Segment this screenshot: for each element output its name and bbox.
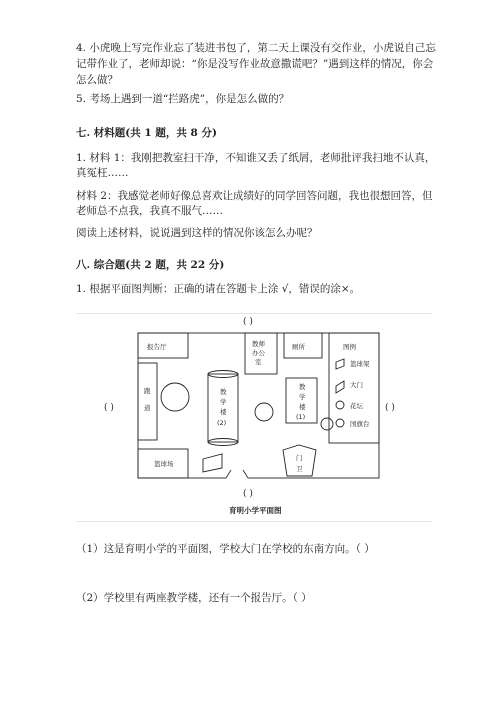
flower-bed-middle bbox=[255, 403, 273, 421]
gate-label-1: 门 bbox=[296, 454, 303, 462]
building1-label-3: 楼 bbox=[299, 403, 306, 411]
track-label-2: 道 bbox=[144, 404, 151, 412]
office-label-2: 办公 bbox=[252, 349, 265, 357]
track-label-1: 跑 bbox=[144, 387, 151, 395]
legend-basketball-label: 篮球架 bbox=[350, 360, 370, 368]
bracket-east[interactable]: ( ) bbox=[385, 403, 395, 413]
bracket-south[interactable]: ( ) bbox=[243, 489, 253, 499]
legend-flagpole-icon bbox=[336, 419, 344, 427]
divider-bottom bbox=[76, 521, 432, 522]
subquestion-2: （2）学校里有两座教学楼，还有一个报告厅。（ ） bbox=[76, 592, 312, 604]
court-label: 篮球场 bbox=[154, 460, 174, 468]
legend-gate-icon bbox=[336, 381, 344, 393]
bracket-north[interactable]: ( ) bbox=[243, 317, 253, 327]
q4-line1: 4. 小虎晚上写完作业忘了装进书包了，第二天上课没有交作业，小虎说自己忘 bbox=[76, 42, 436, 54]
building1-label-4: (1) bbox=[296, 413, 306, 421]
legend-flowerbed-icon bbox=[336, 401, 344, 409]
material2-line1: 材料 2：我感觉老师好像总喜欢让成绩好的同学回答问题，我也很想回答，但 bbox=[76, 190, 433, 202]
section8-intro: 1. 根据平面图判断：正确的请在答题卡上涂 √，错误的涂×。 bbox=[76, 283, 361, 295]
q4-line2: 记带作业了，老师却说：“你是没写作业故意撒谎吧？”遇到这样的情况，你会 bbox=[76, 58, 434, 70]
material1-line2: 真冤枉…… bbox=[76, 167, 129, 179]
q4-line3: 怎么做？ bbox=[76, 74, 118, 86]
building2-label-3: 楼 bbox=[220, 408, 227, 416]
legend-flagpole-label: 国旗台 bbox=[350, 420, 370, 428]
legend-title: 图例 bbox=[343, 343, 356, 351]
flag-platform bbox=[321, 418, 333, 430]
material-question: 阅读上述材料，说说遇到这样的情况你该怎么办呢？ bbox=[76, 227, 318, 239]
legend-gate-label: 大门 bbox=[350, 381, 363, 389]
office-label-3: 室 bbox=[255, 358, 262, 366]
track-area bbox=[138, 363, 157, 440]
gate-label-2: 卫 bbox=[296, 465, 303, 473]
map-caption: 育明小学平面图 bbox=[229, 506, 282, 515]
legend-flowerbed-label: 花坛 bbox=[350, 402, 363, 410]
q5-text: 5. 考场上遇到一道“拦路虎”，你是怎么做的？ bbox=[76, 93, 290, 105]
section7-title: 七. 材料题(共 1 题，共 8 分) bbox=[76, 127, 217, 139]
basketball-stand-icon bbox=[203, 454, 222, 472]
material1-line1: 1. 材料 1：我刚把教室扫干净，不知谁又丢了纸屑，老师批评我扫地不认真， bbox=[76, 152, 436, 164]
flower-bed-left bbox=[161, 383, 189, 411]
toilet-label: 厕所 bbox=[292, 343, 305, 351]
section8-title: 八. 综合题(共 2 题，共 22 分) bbox=[76, 259, 225, 271]
bracket-west[interactable]: ( ) bbox=[104, 403, 114, 413]
office-label-1: 教师 bbox=[252, 340, 265, 348]
material2-line2: 老师总不点我，我真不服气…… bbox=[76, 205, 223, 217]
legend-basketball-icon bbox=[336, 359, 344, 369]
building1-label-2: 学 bbox=[299, 393, 306, 401]
report-hall-label: 报告厅 bbox=[147, 343, 167, 351]
subquestion-1: （1）这是育明小学的平面图，学校大门在学校的东南方向。（ ） bbox=[76, 543, 375, 555]
building1-label-1: 教 bbox=[299, 383, 306, 391]
building2-label-1: 教 bbox=[220, 388, 227, 396]
building2-label-2: 学 bbox=[220, 398, 227, 406]
building2-label-4: (2) bbox=[217, 419, 227, 427]
